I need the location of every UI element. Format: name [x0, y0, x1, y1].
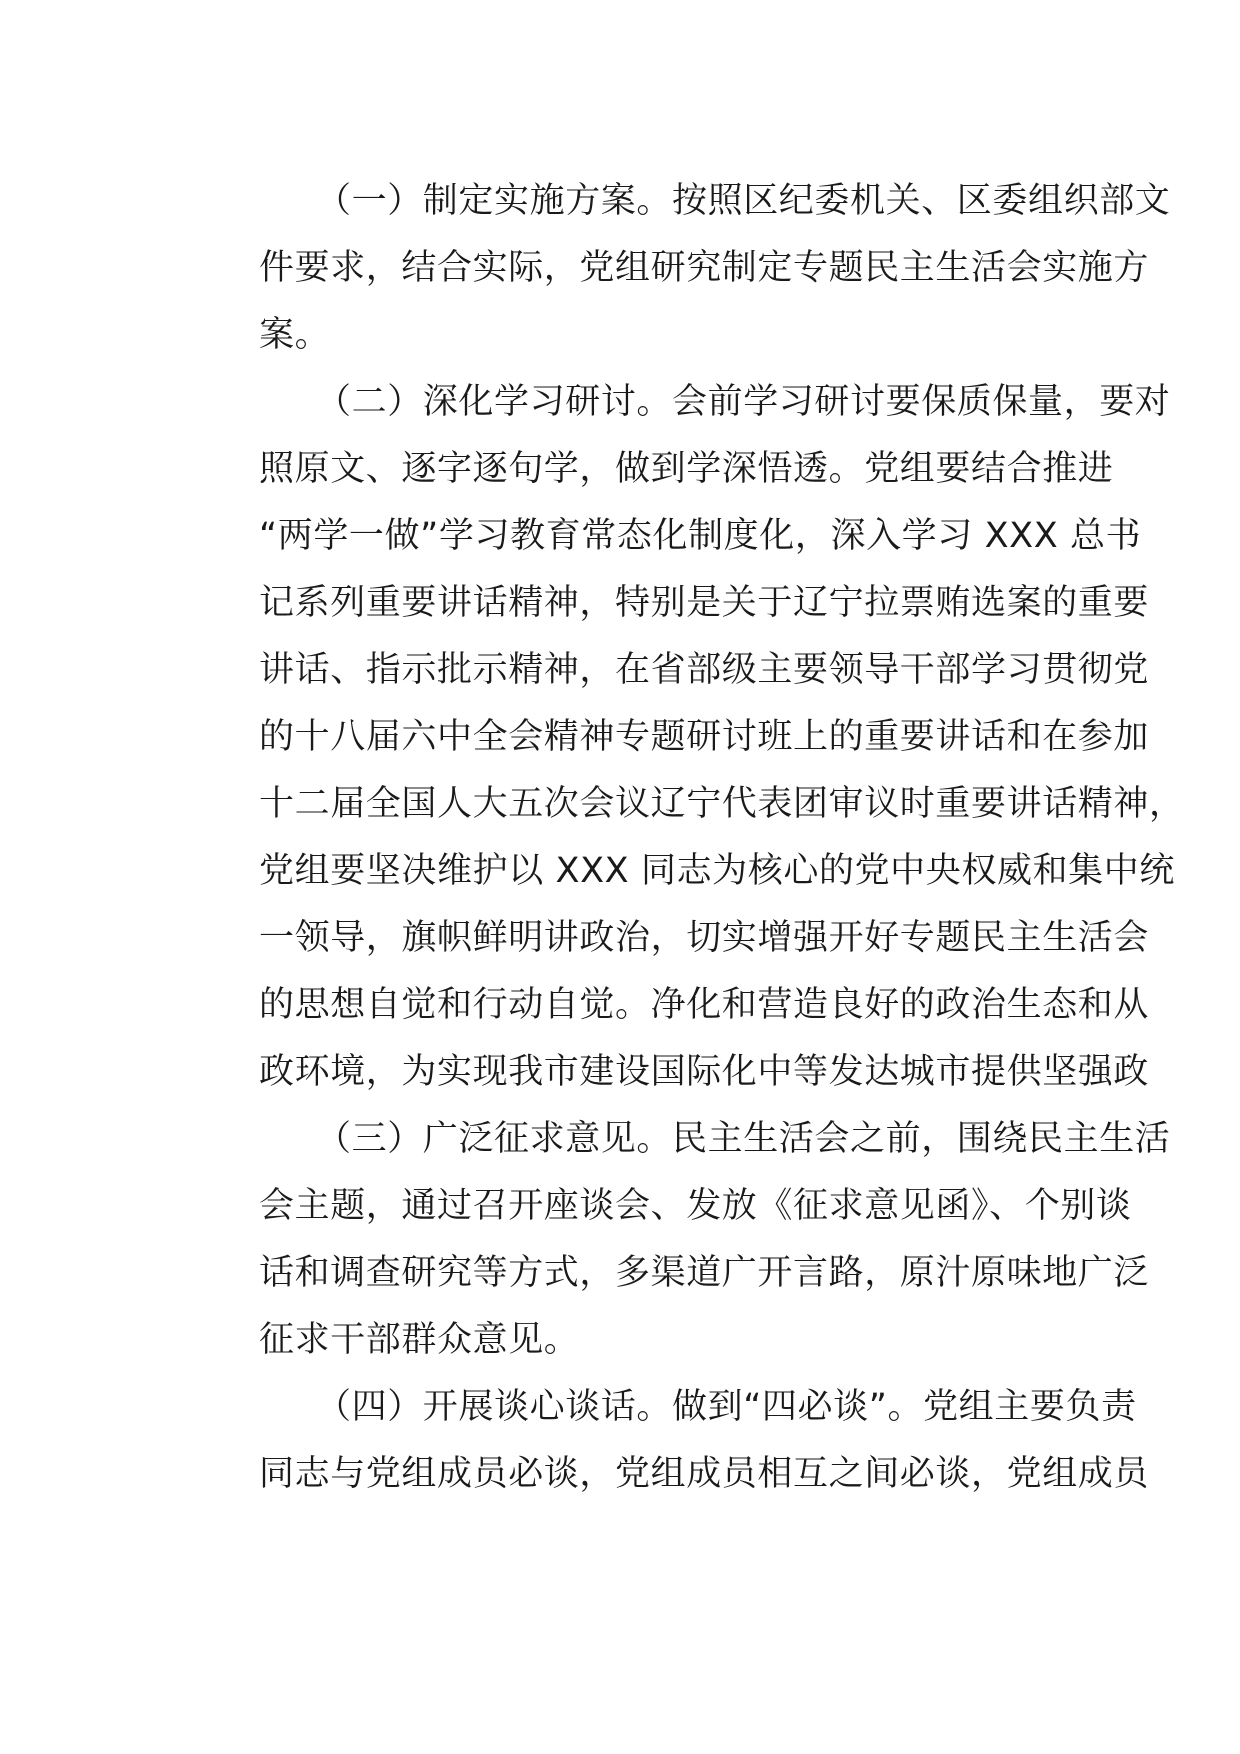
paragraph-line: （一）制定实施方案。按照区纪委机关、区委组织部文: [316, 181, 1171, 221]
paragraph-line: 一领导，旗帜鲜明讲政治，切实增强开好专题民主生活会: [259, 918, 1150, 958]
paragraph-line: 案。: [259, 315, 331, 355]
document-page: [189, 168, 1185, 1508]
paragraph-line: 话和调查研究等方式，多渠道广开言路，原汁原味地广泛: [259, 1253, 1150, 1293]
paragraph-4-heart-to-heart-talks: [189, 1374, 1150, 1508]
paragraph-line: 讲话、指示批示精神，在省部级主要领导干部学习贯彻党: [259, 650, 1150, 690]
paragraph-line: 党组要坚决维护以 XXX 同志为核心的党中央权威和集中统: [259, 851, 1175, 891]
paragraph-line: （四）开展谈心谈话。做到“四必谈”。党组主要负责: [316, 1387, 1137, 1427]
paragraph-2-study-discussion: [189, 369, 1185, 1106]
paragraph-line: 件要求，结合实际，党组研究制定专题民主生活会实施方: [259, 248, 1150, 288]
paragraph-line: （二）深化学习研讨。会前学习研讨要保质保量，要对: [316, 382, 1171, 422]
paragraph-line: （三）广泛征求意见。民主生活会之前，围绕民主生活: [316, 1119, 1171, 1159]
paragraph-line: 同志与党组成员必谈，党组成员相互之间必谈，党组成员: [259, 1454, 1150, 1494]
paragraph-line: 十二届全国人大五次会议辽宁代表团审议时重要讲话精神，: [259, 784, 1185, 824]
paragraph-3-solicit-opinions: [189, 1106, 1171, 1374]
paragraph-line: 的思想自觉和行动自觉。净化和营造良好的政治生态和从: [259, 985, 1150, 1025]
paragraph-line: 记系列重要讲话精神，特别是关于辽宁拉票贿选案的重要: [259, 583, 1150, 623]
paragraph-line: 的十八届六中全会精神专题研讨班上的重要讲话和在参加: [259, 717, 1150, 757]
paragraph-line: 征求干部群众意见。: [259, 1320, 580, 1360]
paragraph-line: 会主题，通过召开座谈会、发放《征求意见函》、个别谈: [259, 1186, 1132, 1226]
paragraph-1-implementation-plan: [189, 168, 1171, 369]
paragraph-line: 政环境，为实现我市建设国际化中等发达城市提供坚强政: [259, 1052, 1150, 1092]
paragraph-line: 照原文、逐字逐句学，做到学深悟透。党组要结合推进: [259, 449, 1114, 489]
paragraph-line: “两学一做”学习教育常态化制度化，深入学习 XXX 总书: [259, 516, 1142, 556]
